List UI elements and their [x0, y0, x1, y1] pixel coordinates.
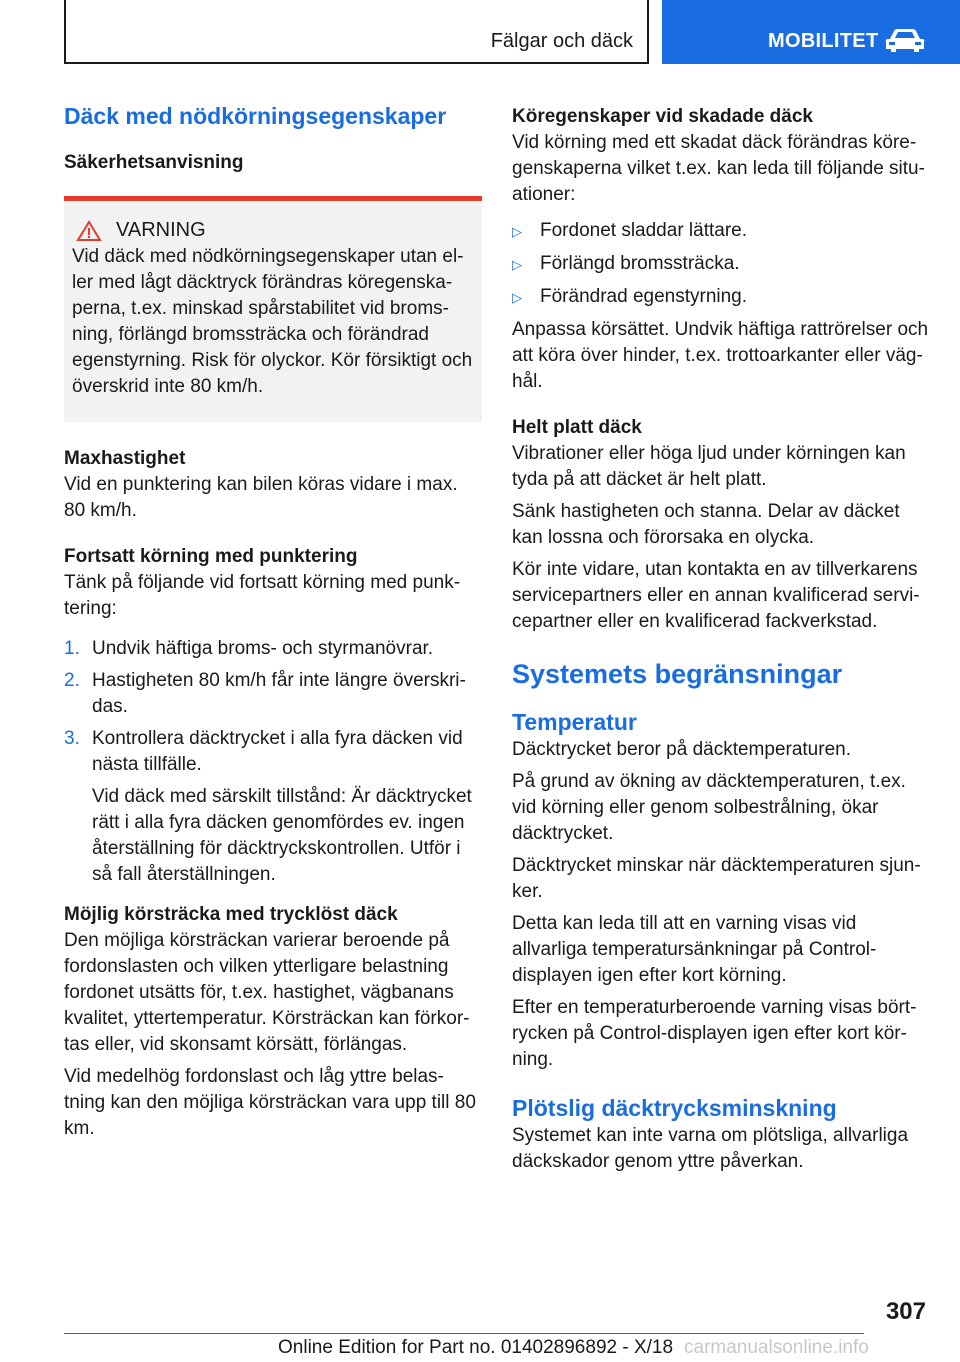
temp-text-2: På grund av ökning av däcktemperaturen, t.ex. vid körning eller genom solbestrålning, ökar däcktrycket.	[512, 771, 906, 844]
flat-text-2: Sänk hastigheten och stanna. Delar av däcket kan lossna och förorsaka en olycka.	[512, 501, 900, 548]
temperature-heading: Temperatur	[512, 709, 637, 735]
range-text-1: Den möjliga körsträckan varierar beroende på fordonslasten och vilken ytterligare belastning fordonet utsätts för, t.ex. hastighet, vägbanans kvalitet, yttertemperatur. Körsträckan kan förkor-tas eller, vid skonsamt körsätt, förlängas.	[64, 930, 470, 1055]
footer-divider	[64, 1333, 864, 1334]
triangle-bullet-icon: ▷	[512, 290, 522, 305]
safety-heading: Säkerhetsanvisning	[64, 152, 244, 173]
page-number: 307	[885, 1298, 926, 1325]
range-text-2: Vid medelhög fordonslast och låg yttre belas-tning kan den möjliga körsträckan vara upp till 80 km.	[64, 1066, 476, 1139]
header-section-title: Fälgar och däck	[490, 30, 633, 52]
left-column	[64, 100, 482, 1142]
warning-box	[64, 196, 482, 422]
flat-text-1: Vibrationer eller höga ljud under körningen kan tyda på att däcket är helt platt.	[512, 443, 906, 490]
warning-text: Vid däck med nödkörningsegenskaper utan el-ler med lågt däcktryck förändras köregenska-perna, t.ex. minskad spårstabilitet vid broms-ning, förlängd bromssträcka och förändrad egenstyrning. Risk för olyckor. Kör försiktigt och överskrid inte 80 km/h.	[72, 246, 473, 397]
temp-text-3: Däcktrycket minskar när däcktemperaturen sjun-ker.	[512, 855, 921, 902]
temp-text-4: Detta kan leda till att en varning visas vid allvarliga temperatursänkningar på Control-displayen igen efter kort körning.	[512, 913, 877, 986]
car-icon	[884, 27, 926, 53]
sudden-text: Systemet kan inte varna om plötsliga, allvarliga däckskador genom yttre påverkan.	[512, 1125, 909, 1172]
section-title: Däck med nödkörningsegenskaper	[64, 103, 447, 129]
max-speed-text: Vid en punktering kan bilen köras vidare i max. 80 km/h.	[64, 474, 458, 521]
list-item: ▷ Förlängd bromssträcka.	[512, 251, 932, 278]
warning-title: VARNING	[116, 219, 206, 241]
list-item: ▷ Förändrad egenstyrning.	[512, 284, 932, 311]
range-heading: Möjlig körsträcka med trycklöst däck	[64, 904, 398, 925]
step-item: 2. Hastigheten 80 km/h får inte längre överskri-das.	[64, 670, 466, 717]
temp-text-5: Efter en temperaturberoende varning visas bört-rycken på Control-displayen igen efter kort kör-ning.	[512, 997, 917, 1070]
triangle-bullet-icon: ▷	[512, 257, 522, 272]
temp-text-1: Däcktrycket beror på däcktemperaturen.	[512, 739, 851, 760]
footer-edition: Online Edition for Part no. 01402896892 - X/18	[278, 1337, 674, 1358]
triangle-bullet-icon: ▷	[512, 224, 522, 239]
flat-heading: Helt platt däck	[512, 417, 642, 438]
footer-watermark: carmanualsonline.info	[684, 1337, 869, 1358]
step-item: 3. Kontrollera däcktrycket i alla fyra däcken vid nästa tillfälle.	[64, 728, 463, 775]
right-column	[512, 104, 932, 1175]
continue-text: Tänk på följande vid fortsatt körning med punk-tering:	[64, 572, 461, 619]
header-section-box	[64, 0, 649, 64]
warning-triangle-icon	[76, 220, 102, 242]
step3-note: Vid däck med särskilt tillstånd: Är däcktrycket rätt i alla fyra däcken genomfördes ev. ingen återställning för däcktryckskontrollen. Utför i så fall återställningen.	[92, 786, 472, 885]
max-speed-heading: Maxhastighet	[64, 448, 186, 469]
sudden-heading: Plötslig däcktrycksminskning	[512, 1095, 837, 1121]
damaged-text: Vid körning med ett skadat däck förändras köre-genskaperna vilket t.ex. kan leda till följande situ-ationer:	[512, 132, 925, 205]
continue-heading: Fortsatt körning med punktering	[64, 546, 358, 567]
damaged-after-text: Anpassa körsättet. Undvik häftiga rattrörelser och att köra över hinder, t.ex. trottoarkanter eller väg-hål.	[512, 319, 929, 392]
flat-text-3: Kör inte vidare, utan kontakta en av tillverkarens servicepartners eller en annan kvalificerad servi-cepartner eller en kvalificerad fackverkstad.	[512, 559, 920, 632]
limits-title: Systemets begränsningar	[512, 659, 843, 689]
header-chapter-tab[interactable]	[662, 0, 960, 64]
header-chapter-label: MOBILITET	[768, 30, 879, 52]
list-item: ▷ Fordonet sladdar lättare.	[512, 218, 932, 245]
step-item: 1. Undvik häftiga broms- och styrmanövrar.	[64, 638, 434, 659]
damaged-heading: Köregenskaper vid skadade däck	[512, 106, 813, 127]
